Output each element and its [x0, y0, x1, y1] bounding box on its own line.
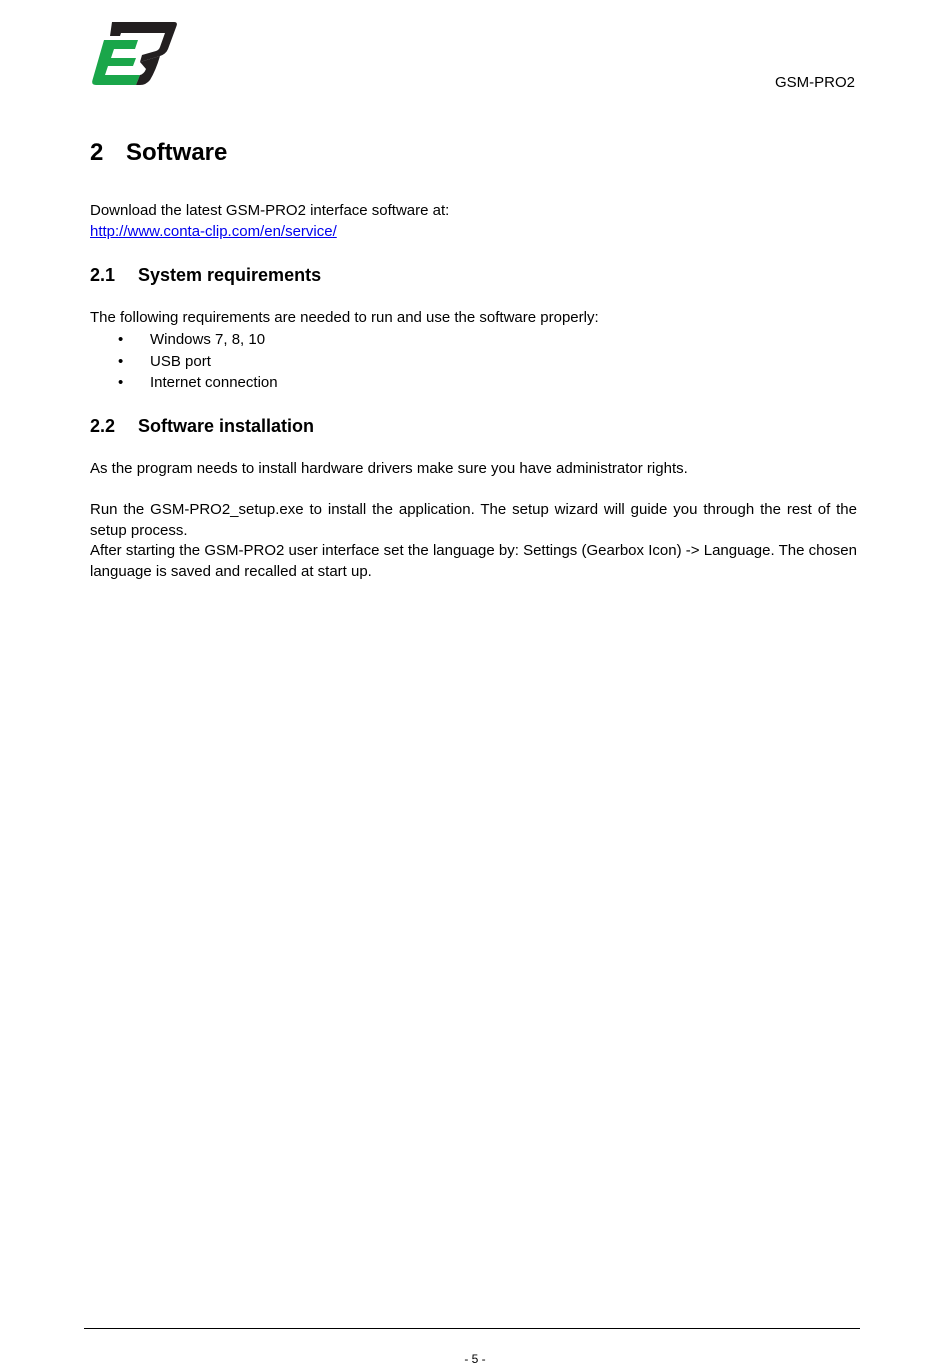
- footer-divider: [84, 1328, 860, 1329]
- bullet-icon: •: [118, 352, 124, 370]
- intro-paragraph: [90, 201, 857, 242]
- subsection-heading-software-installation: [90, 415, 314, 437]
- list-item-text: Windows 7, 8, 10: [150, 331, 266, 348]
- list-item-text: USB port: [150, 352, 211, 370]
- list-item: [90, 351, 278, 373]
- subsection-title: Software installation: [138, 416, 315, 436]
- setup-paragraph: Run the GSM-PRO2_setup.exe to install the application. The setup wizard will guide you through the rest of the setup process.: [90, 501, 857, 539]
- admin-rights-paragraph: As the program needs to install hardware drivers make sure you have administrator rights.: [90, 460, 688, 477]
- logo-dark-sweep: [136, 56, 160, 85]
- header-product-name: GSM-PRO2: [774, 74, 855, 91]
- intro-text: Download the latest GSM-PRO2 interface software at:: [90, 202, 450, 219]
- section-heading: [90, 138, 227, 168]
- list-item: [90, 329, 278, 351]
- bullet-icon: •: [118, 331, 124, 348]
- subsection-number: 2.2: [90, 416, 116, 436]
- subsection-heading-system-requirements: [90, 264, 321, 286]
- subsection-title: System requirements: [138, 265, 322, 285]
- requirements-list: [90, 329, 278, 394]
- section-title: Software: [126, 139, 228, 166]
- requirements-intro: The following requirements are needed to run and use the software properly:: [90, 309, 599, 326]
- download-link[interactable]: http://www.conta-clip.com/en/service/: [90, 222, 337, 240]
- page-number: - 5 -: [464, 1352, 486, 1366]
- list-item-text: Internet connection: [150, 374, 278, 391]
- subsection-number: 2.1: [90, 265, 116, 285]
- section-number: 2: [90, 139, 104, 166]
- logo-green-shape: [92, 40, 140, 85]
- company-logo: [90, 22, 178, 88]
- list-item: [90, 372, 278, 394]
- bullet-icon: •: [118, 374, 124, 391]
- language-paragraph: After starting the GSM-PRO2 user interface set the language by: Settings (Gearbox Icon) -> Language. The chosen language is saved and recalled at start up.: [90, 542, 857, 580]
